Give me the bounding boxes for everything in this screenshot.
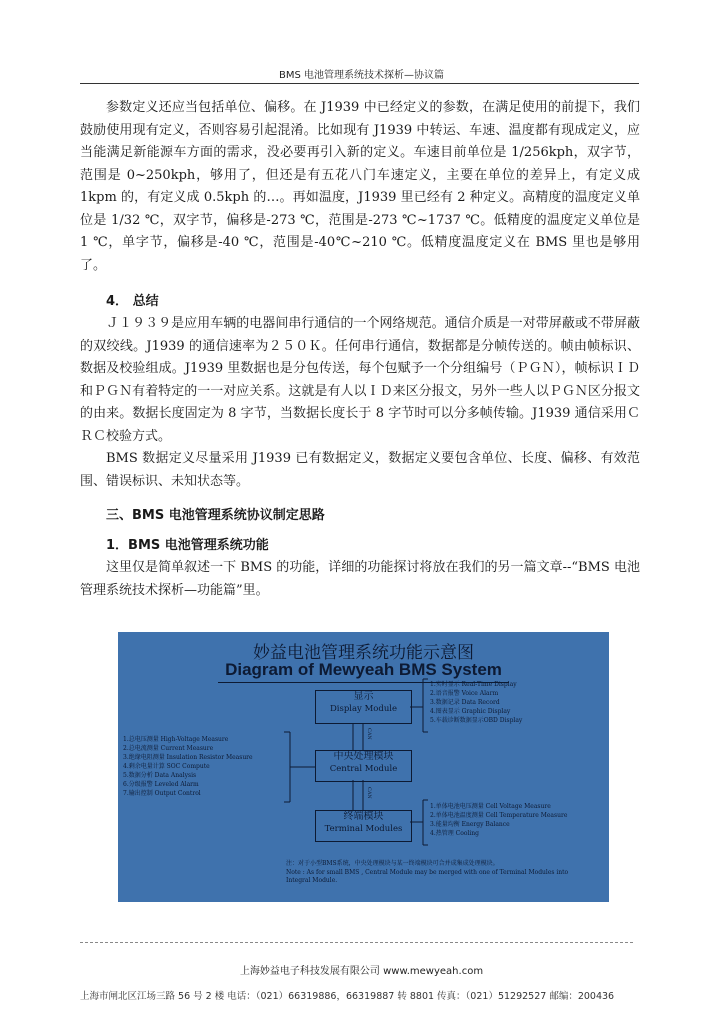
summary-paragraph-2: BMS 数据定义尽量采用 J1939 已有数据定义，数据定义要包含单位、长度、偏移、有效范围、错误标识、未知状态等。 [80, 451, 640, 489]
central-function-item: 7.输出控制 Output Control [123, 790, 201, 797]
central-function-item: 2.总电流测量 Current Measure [123, 745, 214, 752]
terminal-function-item: 3.能量均衡 Energy Balance [430, 821, 510, 828]
central-function-item: 6.分级报警 Leveled Alarm [123, 781, 199, 788]
central-functions-list [123, 735, 253, 798]
central-function-item: 1.总电压测量 High-Voltage Measure [123, 736, 229, 743]
page-header-title: BMS 电池管理系统技术探析—协议篇 [278, 70, 444, 81]
display-module-cn: 显示 [353, 691, 374, 702]
terminal-modules-cn: 终端模块 [343, 811, 384, 822]
terminal-modules-en: Terminal Modules [324, 824, 403, 834]
footer-divider [80, 942, 633, 943]
diagram-title-cn: 妙益电池管理系统功能示意图 [253, 643, 474, 663]
document-body [80, 97, 640, 602]
diagram-note-en: Note : As for small BMS , Central Module may be merged with one of Terminal Modules into Integral Module. [286, 868, 569, 884]
central-function-item: 5.数据分析 Data Analysis [123, 772, 197, 779]
header-divider [80, 83, 639, 84]
display-function-item: 4.图表显示 Graphic Display [430, 708, 511, 715]
central-function-item: 4.剩余电量计算 SOC Compute [123, 763, 210, 770]
display-module-en: Display Module [329, 704, 398, 714]
display-module-box [315, 690, 412, 724]
summary-paragraph-1: Ｊ１９３９是应用车辆的电器间串行通信的一个网络规范。通信介质是一对带屏蔽或不带屏蔽的双绞线。J1939 的通信速率为２５０Ｋ。任何串行通信，数据都是分帧传送的。帧由帧标识、数据及校验组成。J1939 里数据也是分包传送，每个包赋予一个分组编号（ＰＧＮ），帧标识ＩＤ和ＰＧＮ有着特定的一一对应关系。这就是有人以ＩＤ来区分报文，另外一些人以ＰＧＮ区分报文的由来。数据长度固定为 8 字节，当数据长度长于 8 字节时可以分多帧传输。J1939 通信采用ＣＲＣ校验方式。 [80, 316, 640, 444]
section-3-1-heading: 1．BMS 电池管理系统功能 [106, 538, 269, 553]
display-function-item: 5.车载诊断数据显示OBD Display [430, 717, 523, 724]
terminal-function-item: 1.单体电池电压测量 Cell Voltage Measure [430, 803, 551, 810]
central-module-box [315, 750, 412, 782]
diagram-note-cn: 注：对于小型BMS系统，中央处理模块与某一终端模块可合并成集成处理模块。 [286, 860, 499, 867]
central-function-item: 3.绝缘电阻测量 Insulation Resistor Measure [123, 754, 253, 761]
bms-system-diagram [118, 632, 609, 902]
diagram-note [286, 860, 586, 886]
section-4-heading: 4． 总结 [106, 294, 159, 309]
terminal-function-item: 4.热管理 Cooling [430, 830, 479, 837]
parameter-definition-paragraph: 参数定义还应当包括单位、偏移。在 J1939 中已经定义的参数，在满足使用的前提下，我们鼓励使用现有定义，否则容易引起混淆。比如现有 J1939 中转运、车速、温度都有现成定义，应当能满足新能源车方面的需求，没必要再引入新的定义。车速目前单位是 1/256kph，双字节，范围是 0~250kph，够用了，但还是有五花八门车速定义，主要在单位的差异上，有定义成 1kpm 的，有定义成 0.5kph 的…。再如温度，J1939 里已经有 2 种定义。高精度的温度定义单位是 1/32 ℃，双字节，偏移是-273 ℃，范围是-273 ℃~1737 ℃。低精度的温度定义单位是 1 ℃，单字节，偏移是-40 ℃，范围是-40℃~210 ℃。低精度温度定义在 BMS 里也是够用了。 [80, 100, 640, 273]
terminal-function-item: 2.单体电池温度测量 Cell Temperature Measure [430, 812, 568, 819]
central-module-cn: 中央处理模块 [333, 751, 394, 762]
terminal-functions-list [430, 802, 567, 838]
section-3-heading: 三、BMS 电池管理系统协议制定思路 [106, 508, 325, 523]
terminal-modules-box [315, 810, 412, 842]
bms-function-paragraph: 这里仅是简单叙述一下 BMS 的功能，详细的功能探讨将放在我们的另一篇文章--“BMS 电池管理系统技术探析—功能篇”里。 [80, 560, 640, 598]
display-function-item: 1.实时显示 Real-Time Display [430, 681, 517, 688]
display-function-item: 2.语音报警 Voice Alarm [430, 690, 499, 697]
footer-address: 上海市闸北区江场三路 56 号 2 楼 电话：（021）66319886，66319887 转 8801 传真：（021）51292527 邮编：200436 [80, 991, 615, 1002]
footer-company: 上海妙益电子科技发展有限公司 www.mewyeah.com [239, 966, 484, 977]
display-function-item: 3.数据记录 Data Record [430, 699, 500, 706]
diagram-title-en: Diagram of Mewyeah BMS System [225, 660, 502, 679]
display-functions-list [430, 680, 522, 725]
can-bus-label-upper: CAN [366, 728, 372, 740]
central-module-en: Central Module [329, 764, 398, 774]
can-bus-label-lower: CAN [366, 787, 372, 799]
